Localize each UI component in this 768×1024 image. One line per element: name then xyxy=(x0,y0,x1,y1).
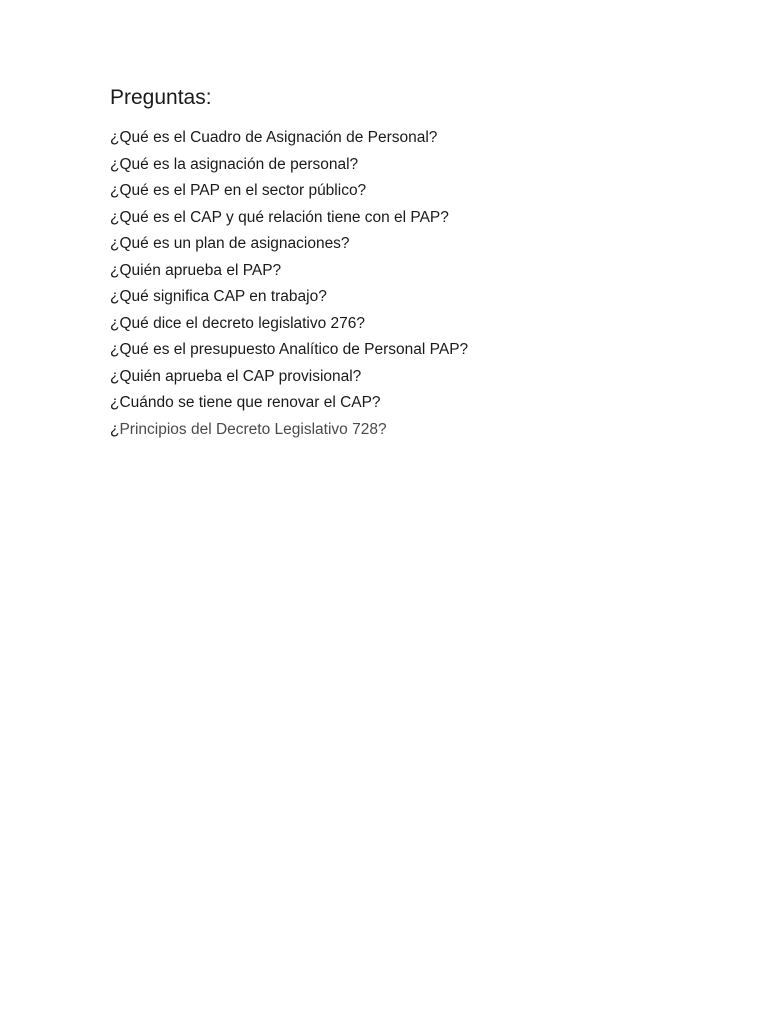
page-title: Preguntas: xyxy=(110,86,212,109)
question-item: ¿Qué significa CAP en trabajo? xyxy=(110,288,327,305)
question-item: ¿Qué es la asignación de personal? xyxy=(110,155,359,173)
question-item: ¿Qué es el presupuesto Analítico de Personal PAP? xyxy=(110,341,469,358)
question-item: ¿Qué es el CAP y qué relación tiene con el PAP? xyxy=(110,208,449,226)
question-mark: ¿ xyxy=(110,420,120,438)
question-item: ¿Qué es el PAP en el sector público? xyxy=(110,182,367,199)
question-item: ¿Quién aprueba el PAP? xyxy=(110,261,282,279)
question-item: ¿Cuándo se tiene que renovar el CAP? xyxy=(110,394,381,411)
question-item: ¿Quién aprueba el CAP provisional? xyxy=(110,367,362,385)
question-list xyxy=(110,125,710,443)
question-item-last xyxy=(110,417,710,444)
question-item: ¿Qué es el Cuadro de Asignación de Personal? xyxy=(110,129,438,146)
question-item: ¿Qué es un plan de asignaciones? xyxy=(110,235,350,252)
question-item: ¿Qué dice el decreto legislativo 276? xyxy=(110,314,366,332)
question-text: Principios del Decreto Legislativo 728? xyxy=(119,420,387,438)
